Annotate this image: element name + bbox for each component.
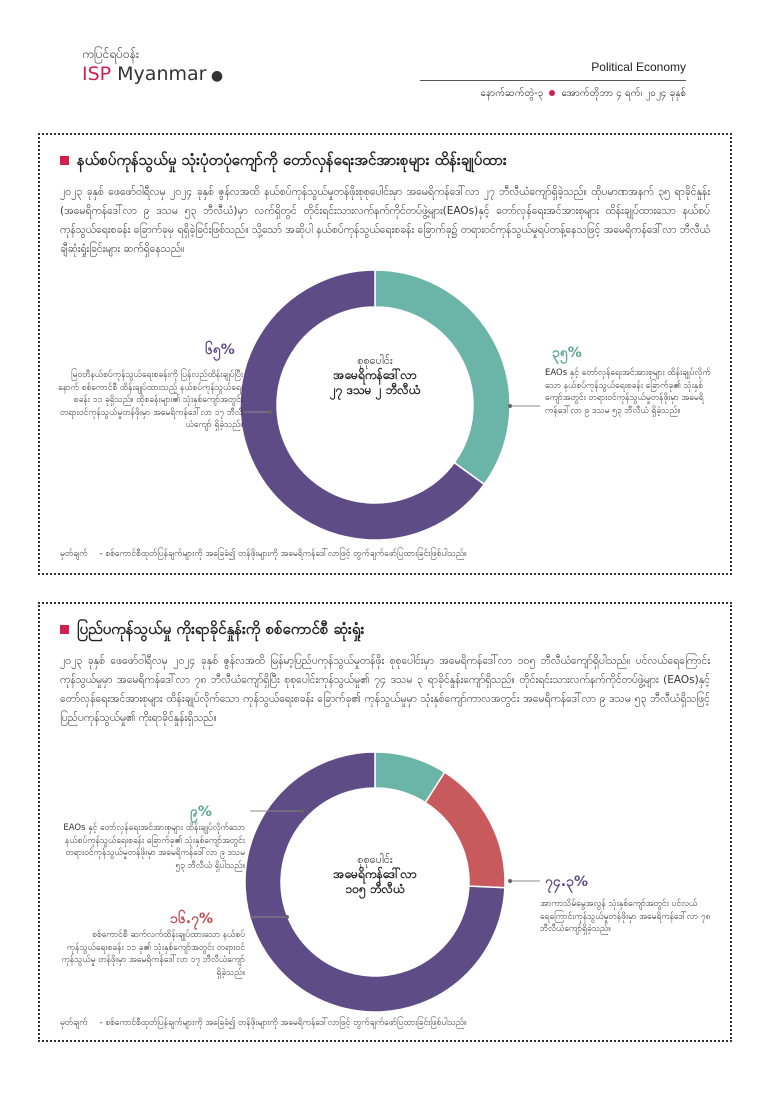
logo-brand <box>82 62 223 88</box>
note <box>60 1018 467 1030</box>
leader-dot-bottom-left <box>285 915 289 919</box>
center-total-label: စုစုပေါင်း <box>357 354 393 367</box>
panel-paragraph: ၂၀၂၃ ခုနှစ် ဖေဖော်ဝါရီလမှ ၂၀၂၄ ခုနှစ် ဇွန်လအထိ မြန်မာ့ပြည်ပကုန်သွယ်မှုတန်ဖိုး စုစုပေါင်းမှာ အမေရိကန်ဒေါ်လာ ၁၀၅ ဘီလီယံကျော်ရှိပါသည်။ ပင်လယ်ရေကြောင်းကုန်သွယ်မှုမှာ အမေရိကန်ဒေါ်လာ ၇၈ ဘီလီယံကျော်ရှိပြီး စုစုပေါင်းကုန်သွယ်မှု၏ ၇၄ ဒသမ ၃ ရာခိုင်နှုန်းကျော်ရှိသည်။ တိုင်းရင်းသားလက်နက်ကိုင်တပ်ဖွဲ့များ (EAOs)နှင့် တော်လှန်ရေးအင်အားစုများ ထိန်းချုပ်လိုက်သော ကုန်သွယ်ရေးစခန်း ခြောက်ခု၏ ကုန်သွယ်မှုမှာ သုံးနှစ်ကျော်ကာလအတွင်း အမေရိကန်ဒေါ်လာ ၉ ဒသမ ၅၃ ဘီလီယံရှိသဖြင့် ပြည်ပကုန်သွယ်မှု၏ ကိုးရာခိုင်နှုန်းရှိသည်။ <box>60 655 710 724</box>
bullet-icon <box>549 90 555 96</box>
leader-dot-top-left <box>300 809 304 813</box>
leader-dot-right <box>508 404 512 408</box>
note-text: - စစ်ကောင်စီထုတ်ပြန်ချက်များကို အခြေခံ၍ တန်ဖိုးများကို အမေရိကန်ဒေါ်လာဖြင့် တွက်ချက်ဖော်ပြထားခြင်းဖြစ်ပါသည်။ <box>99 1018 467 1028</box>
note <box>60 549 467 561</box>
desc-military: စစ်ကောင်စီ ဆက်လက်ထိန်းချုပ်ထားသော နယ်စပ်ကုန်သွယ်ရေးစခန်း ၁၁ ခု၏ သုံးနှစ်ကျော်အတွင်း တရားဝင်ကုန်သွယ်မှု တန်ဖိုးမှာ အမေရိကန်ဒေါ်လာ ၁၇ ဘီလီယံကျော် ရှိခဲ့သည်။ <box>61 930 245 978</box>
header-divider <box>420 80 686 81</box>
center-total-value: ၂၇ ဒသမ ၂ ဘီလီယံ <box>329 383 421 397</box>
logo <box>82 46 223 88</box>
center-total-label: စုစုပေါင်း <box>357 853 393 866</box>
panel-border-trade <box>38 133 732 575</box>
logo-subtitle: ကပြင်ရပ်ဝန်း <box>82 47 139 61</box>
logo-isp: ISP <box>82 63 112 85</box>
donut-2-center-label <box>310 852 440 897</box>
panel-title-text: နယ်စပ်ကုန်သွယ်မှု သုံးပုံတပုံကျော်ကို တော်လှန်ရေးအင်အားစုများ ထိန်းချုပ်ထား <box>77 151 507 169</box>
section-label-wrap <box>591 60 686 74</box>
desc-maritime: အာကာသိမ်မွေအလွန် သုံးနှစ်ကျော်အတွင်း ပင်လယ်ရေကြောင်းကုန်သွယ်မှုတန်ဖိုးမှာ အမေရိကန်ဒေါ်လာ ၇၈ ဘီလီယံကျော်ရှိခဲ့သည်။ <box>540 899 711 934</box>
desc-eaos: EAOs နှင့် တော်လှန်ရေးအင်အားစုများ ထိန်းချုပ်လိုက်သော နယ်စပ်ကုန်သွယ်ရေးစခန်း ခြောက်ခု၏ သုံးနှစ်ကျော်အတွင်း တရားဝင်ကုန်သွယ်မှုတန်ဖိုးမှာ အမေရိကန်ဒေါ်လာ ၉ ဒသမ ၅၃ ဘီလီယံ ရှိပါသည်။ <box>63 823 245 871</box>
note-label: မှတ်ချက် <box>60 549 88 559</box>
issue-line <box>481 86 686 101</box>
pct-label-military: ၆၅% <box>205 342 235 358</box>
pct-label-eaos: ၃၅% <box>552 345 582 361</box>
issue-annex: နောက်ဆက်တွဲ-၃ <box>480 88 544 99</box>
center-currency-label: အမေရိကန်ဒေါ်လာ <box>333 368 417 382</box>
issue-date: အောက်တိုဘာ ၄ ရက်၊ ၂၀၂၄ ခုနှစ် <box>561 88 686 99</box>
leader-dot-right <box>508 879 512 883</box>
donut-1-center-label <box>310 353 440 398</box>
logo-dot-icon: ● <box>206 68 224 84</box>
desc-military: မြဝတီနယ်စပ်ကုန်သွယ်ရေးစခန်းကို ပြန်လည်ထိန်းချုပ်ပြီးနောက် စစ်ကောင်စီ ထိန်းချုပ်ထားသည့် နယ်စပ်ကုန်သွယ်ရေးစခန်း ၁၁ ခုရှိသည်။ ထိုစခန်းများ၏ သုံးနှစ်ကျော်အတွင်း တရားဝင်ကုန်သွယ်မှုတန်ဖိုးမှာ အမေရိကန်ဒေါ်လာ ၁၇ ဘီလီယံကျော် ရှိခဲ့သည်။ <box>58 370 243 430</box>
panel-paragraph: ၂၀၂၃ ခုနှစ် ဖေဖော်ဝါရီလမှ ၂၀၂၄ ခုနှစ် ဇွန်လအထိ နယ်စပ်ကုန်သွယ်မှုတန်ဖိုးစုစုပေါင်းမှာ အမေရိကန်ဒေါ်လာ ၂၇ ဘီလီယံကျော်ရှိခဲ့သည်။ ထိုပမာဏအနက် ၃၅ ရာခိုင်နှုန်း (အမေရိကန်ဒေါ်လာ ၉ ဒသမ ၅၃ ဘီလီယံ)မှာ လက်ရှိတွင် တိုင်းရင်းသားလက်နက်ကိုင်တပ်ဖွဲ့များ(EAOs)နှင့် တော်လှန်ရေးအင်အားစုများ ထိန်းချုပ်ထားသော နယ်စပ်ကုန်သွယ်ရေးစခန်း ခြောက်ခုမှ ရရှိခဲ့ခြင်းဖြစ်သည်။ သို့သော် အဆိုပါ နယ်စပ်ကုန်သွယ်ရေးစခန်း ခြောက်ခု၌ တရားဝင်ကုန်သွယ်မှုရပ်တန့်နေသဖြင့် အမေရိကန်ဒေါ်လာ ဘီလီယံချီဆုံးရှုံးခြင်းများ ဆက်ရှိနေသည်။ <box>60 186 710 255</box>
desc-eaos: EAOs နှင့် တော်လှန်ရေးအင်အားစုများ ထိန်းချုပ်လိုက်သော နယ်စပ်ကုန်သွယ်ရေးစခန်း ခြောက်ခု၏ သုံးနှစ်ကျော်အတွင်း တရားဝင်ကုန်သွယ်မှုတန်ဖိုးမှာ အမေရိကန်ဒေါ်လာ ၉ ဒသမ ၅၃ ဘီလီယံ ရှိခဲ့သည်။ <box>545 368 711 416</box>
panel-title-text: ပြည်ပကုန်သွယ်မှု ကိုးရာခိုင်နှုန်းကို စစ်ကောင်စီ ဆုံးရှုံး <box>77 620 365 638</box>
center-currency-label: အမေရိကန်ဒေါ်လာ <box>333 867 417 881</box>
leader-dot-left <box>268 410 272 414</box>
pct-label-military: ၁၆.၇% <box>170 911 213 927</box>
section-label: Political Economy <box>591 60 686 74</box>
panel-foreign-trade <box>38 602 732 1042</box>
note-label: မှတ်ချက် <box>60 1018 88 1028</box>
pct-label-eaos: ၉% <box>190 804 212 820</box>
pct-label-maritime: ၇၄.၃% <box>545 874 588 890</box>
center-total-value: ၁၀၅ ဘီလီယံ <box>345 882 405 896</box>
logo-myanmar: Myanmar <box>111 63 207 85</box>
note-text: - စစ်ကောင်စီထုတ်ပြန်ချက်များကို အခြေခံ၍ တန်ဖိုးများကို အမေရိကန်ဒေါ်လာဖြင့် တွက်ချက်ဖော်ပြထားခြင်းဖြစ်ပါသည်။ <box>99 549 467 559</box>
